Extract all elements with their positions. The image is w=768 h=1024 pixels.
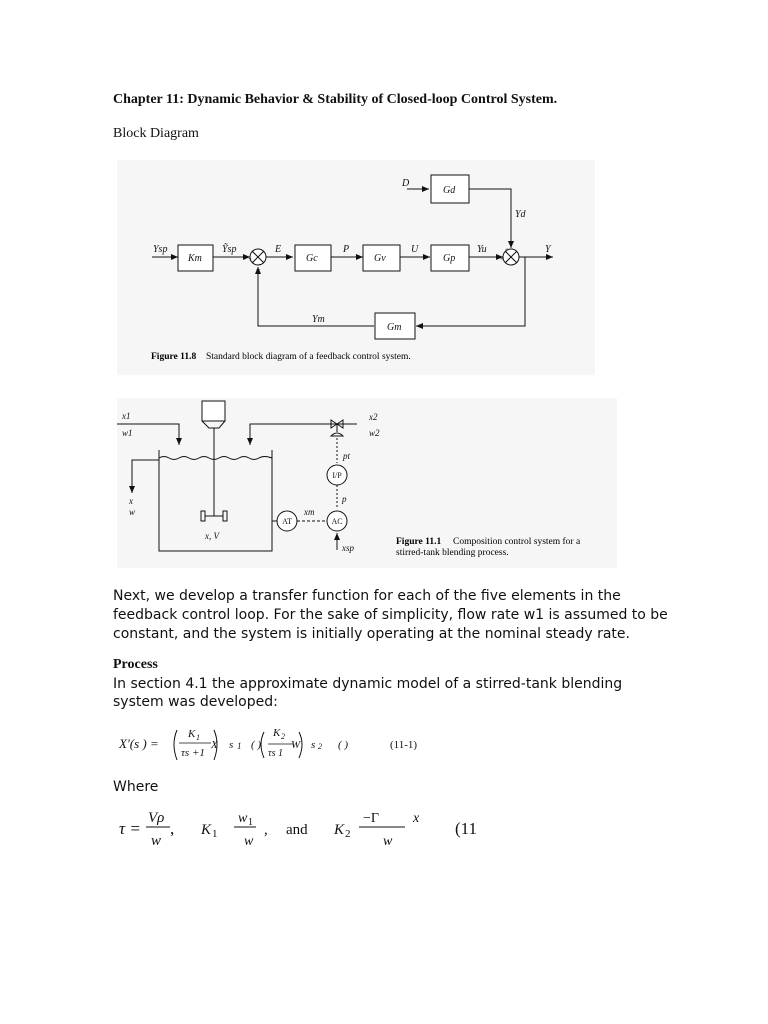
intro-paragraph: Next, we develop a transfer function for each of the five elements in the feedback control loop. For the sake of simplicity, flow rate w1 is assumed to be constant, and the system is initially operating at the nominal steady rate. — [113, 588, 668, 642]
signal-y: Y — [545, 244, 551, 255]
svg-text:w: w — [151, 833, 162, 849]
label-at: AT — [282, 517, 292, 526]
figure-11-8-caption-label: Figure 11.8 — [151, 352, 197, 362]
signal-yd: Yd — [515, 209, 526, 220]
label-x1: x1 — [122, 411, 131, 421]
signal-p: P — [343, 244, 350, 255]
svg-text:w: w — [238, 811, 248, 826]
svg-text:+: + — [505, 246, 509, 254]
svg-text:s: s — [229, 739, 234, 751]
label-xm: xm — [304, 507, 315, 517]
process-heading: Process — [113, 657, 158, 672]
signal-d: D — [402, 178, 410, 189]
label-km: Km — [188, 253, 202, 264]
label-xv: x, V — [205, 531, 219, 541]
svg-text:( ): ( ) — [338, 739, 349, 751]
svg-text:2: 2 — [318, 742, 322, 751]
svg-text:w: w — [383, 834, 393, 849]
svg-text:2: 2 — [345, 828, 351, 840]
figure-11-1-caption-line2: stirred-tank blending process. — [396, 548, 509, 558]
figure-11-1-caption-label: Figure 11.1 — [396, 537, 442, 547]
svg-text:2: 2 — [281, 732, 285, 741]
signal-ysp: Ysp — [153, 244, 168, 255]
section-label: Block Diagram — [113, 126, 199, 141]
svg-text:1: 1 — [237, 741, 242, 751]
svg-text:1: 1 — [248, 817, 253, 828]
svg-text:−Γ: −Γ — [363, 811, 379, 826]
svg-text:K: K — [188, 728, 196, 740]
svg-text:s: s — [311, 739, 316, 751]
parameter-equations — [113, 805, 533, 855]
svg-text:K: K — [334, 822, 345, 838]
label-gv: Gv — [374, 253, 386, 264]
svg-text:X: X — [211, 739, 218, 751]
eq2-and: and — [286, 822, 308, 838]
svg-text:K: K — [201, 822, 212, 838]
svg-text:X′(s ) =: X′(s ) = — [119, 736, 159, 751]
blending-process-figure — [117, 398, 617, 568]
label-pt: pt — [343, 451, 351, 461]
svg-text:+: + — [248, 255, 252, 263]
label-x2: x2 — [369, 412, 378, 422]
svg-text:1: 1 — [212, 828, 218, 840]
signal-e: E — [275, 244, 282, 255]
label-gd: Gd — [443, 185, 456, 196]
signal-yu: Yu — [477, 244, 487, 255]
svg-text:τs +1: τs +1 — [181, 747, 205, 759]
label-gc: Gc — [306, 253, 318, 264]
svg-text:−: − — [256, 265, 261, 274]
where-label: Where — [113, 779, 159, 795]
svg-text:+: + — [500, 255, 504, 263]
signal-u: U — [411, 244, 419, 255]
figure-11-8-caption-text: Standard block diagram of a feedback control system. — [206, 352, 411, 362]
label-x: x — [129, 496, 133, 506]
equation-11-1-number: (11-1) — [390, 739, 418, 751]
svg-text:Vρ: Vρ — [148, 810, 165, 826]
svg-text:,: , — [264, 822, 268, 838]
mixer-motor — [202, 401, 225, 421]
label-gm: Gm — [387, 322, 402, 333]
svg-text:,: , — [170, 819, 175, 838]
svg-text:( ): ( ) — [251, 739, 262, 751]
svg-text:1: 1 — [196, 733, 200, 742]
equation-11-1 — [113, 722, 533, 770]
impeller — [201, 511, 205, 521]
label-xsp: xsp — [342, 543, 354, 553]
block-diagram-figure — [117, 160, 595, 375]
equation-11-2-number: (11 — [455, 819, 478, 838]
svg-text:τs 1: τs 1 — [268, 748, 283, 759]
figure-11-1-caption-line1: Composition control system for a — [453, 537, 581, 547]
label-ip: I/P — [332, 471, 342, 480]
label-w: w — [129, 507, 136, 517]
svg-text:K: K — [273, 727, 281, 739]
svg-text:x: x — [413, 811, 420, 826]
svg-text:w: w — [244, 834, 254, 849]
label-gp: Gp — [443, 253, 456, 264]
label-p: p — [342, 494, 347, 504]
svg-text:W: W — [291, 739, 301, 751]
svg-text:τ =: τ = — [119, 819, 141, 838]
signal-ym: Ym — [312, 314, 325, 325]
chapter-title: Chapter 11: Dynamic Behavior & Stability of Closed-loop Control System. — [113, 92, 558, 107]
signal-ysp-tilde: Ỹsp — [222, 244, 237, 255]
label-w1: w1 — [122, 428, 133, 438]
label-ac: AC — [331, 517, 343, 526]
process-paragraph: In section 4.1 the approximate dynamic model of a stirred-tank blending system was developed: — [113, 676, 623, 710]
label-w2: w2 — [369, 428, 380, 438]
